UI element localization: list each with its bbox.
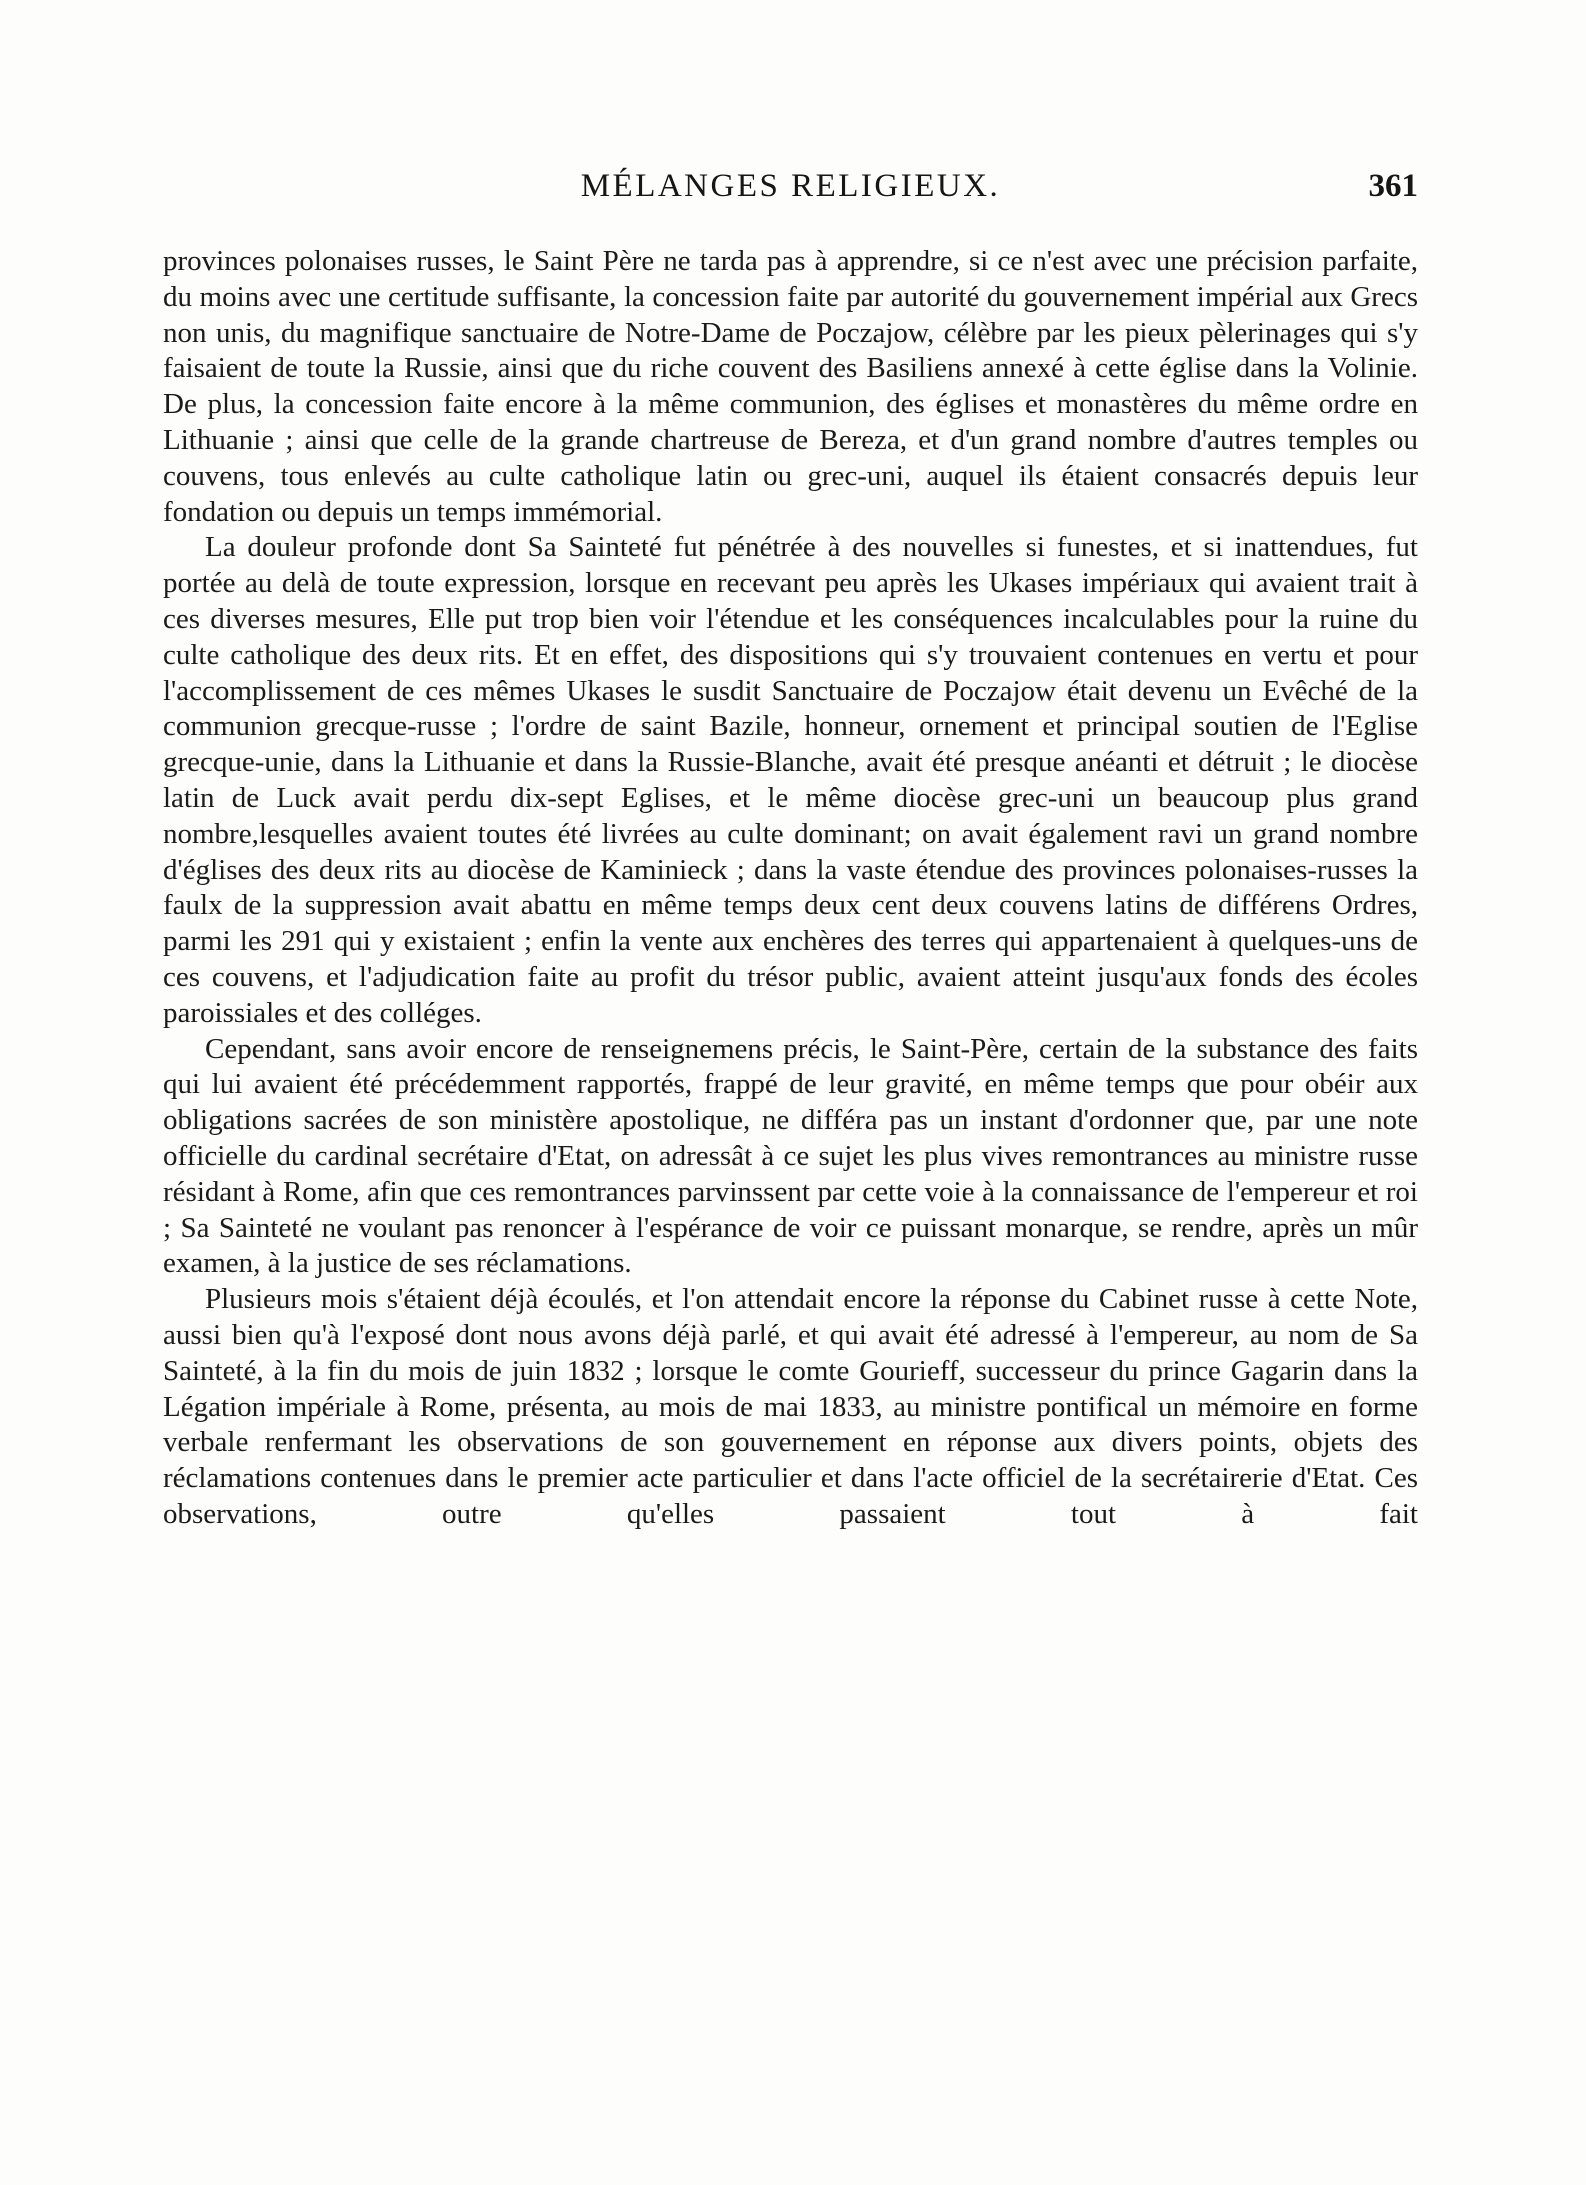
paragraph-continuation: provinces polonaises russes, le Saint Père ne tarda pas à apprendre, si ce n'est avec une précision parfaite, du moins avec une certitude suffisante, la concession faite par autorité du gouvernement impérial aux Grecs non unis, du magnifique sanctuaire de Notre-Dame de Poczajow, célèbre par les pieux pèlerinages qui s'y faisaient de toute la Russie, ainsi que du riche couvent des Basiliens annexé à cette église dans la Volinie. De plus, la concession faite encore à la même communion, des églises et monastères du même ordre en Lithuanie ; ainsi que celle de la grande chartreuse de Bereza, et d'un grand nombre d'autres temples ou couvens, tous enlevés au culte catholique latin ou grec-uni, auquel ils étaient consacrés depuis leur fondation ou depuis un temps immémorial. <box>163 245 1418 528</box>
running-title: MÉLANGES RELIGIEUX. <box>580 168 1001 204</box>
running-head <box>163 168 1418 216</box>
body-text <box>163 244 1418 1533</box>
paragraph-plusieurs: Plusieurs mois s'étaient déjà écoulés, et l'on attendait encore la réponse du Cabinet russe à cette Note, aussi bien qu'à l'exposé dont nous avons déjà parlé, et qui avait été adressé à l'empereur, au nom de Sa Sainteté, à la fin du mois de juin 1832 ; lorsque le comte Gourieff, successeur du prince Gagarin dans la Légation impériale à Rome, présenta, au mois de mai 1833, au ministre pontifical un mémoire en forme verbale renfermant les observations de son gouvernement en réponse aux divers points, objets des réclamations contenues dans le premier acte particulier et dans l'acte officiel de la secrétairerie d'Etat. Ces observations, outre qu'elles passaient tout à fait <box>163 1283 1418 1530</box>
paragraph-cependant: Cependant, sans avoir encore de renseignemens précis, le Saint-Père, certain de la substance des faits qui lui avaient été précédemment rapportés, frappé de leur gravité, en même temps que pour obéir aux obligations sacrées de son ministère apostolique, ne différa pas un instant d'ordonner que, par une note officielle du cardinal secrétaire d'Etat, on adressât à ce sujet les plus vives remontrances au ministre russe résidant à Rome, afin que ces remontrances parvinssent par cette voie à la connaissance de l'empereur et roi ; Sa Sainteté ne voulant pas renoncer à l'espérance de voir ce puissant monarque, se rendre, après un mûr examen, à la justice de ses réclamations. <box>163 1032 1418 1280</box>
paragraph-douleur: La douleur profonde dont Sa Sainteté fut pénétrée à des nouvelles si funestes, et si inattendues, fut portée au delà de toute expression, lorsque en recevant peu après les Ukases impériaux qui avaient trait à ces diverses mesures, Elle put trop bien voir l'étendue et les conséquences incalculables pour la ruine du culte catholique des deux rits. Et en effet, des dispositions qui s'y trouvaient contenues en vertu et pour l'accomplissement de ces mêmes Ukases le susdit Sanctuaire de Poczajow était devenu un Evêché de la communion grecque-russe ; l'ordre de saint Bazile, honneur, ornement et principal soutien de l'Eglise grecque-unie, dans la Lithuanie et dans la Russie-Blanche, avait été presque anéanti et détruit ; le diocèse latin de Luck avait perdu dix-sept Eglises, et le même diocèse grec-uni un beaucoup plus grand nombre,lesquelles avaient toutes été livrées au culte dominant; on avait également ravi un grand nombre d'églises des deux rits au diocèse de Kaminieck ; dans la vaste étendue des provinces polonaises-russes la faulx de la suppression avait abattu en même temps deux cent deux couvens latins de différens Ordres, parmi les 291 qui y existaient ; enfin la vente aux enchères des terres qui appartenaient à quelques-uns de ces couvens, et l'adjudication faite au profit du trésor public, avaient atteint jusqu'aux fonds des écoles paroissiales et des colléges. <box>163 531 1418 1029</box>
page-number: 361 <box>1368 168 1418 204</box>
